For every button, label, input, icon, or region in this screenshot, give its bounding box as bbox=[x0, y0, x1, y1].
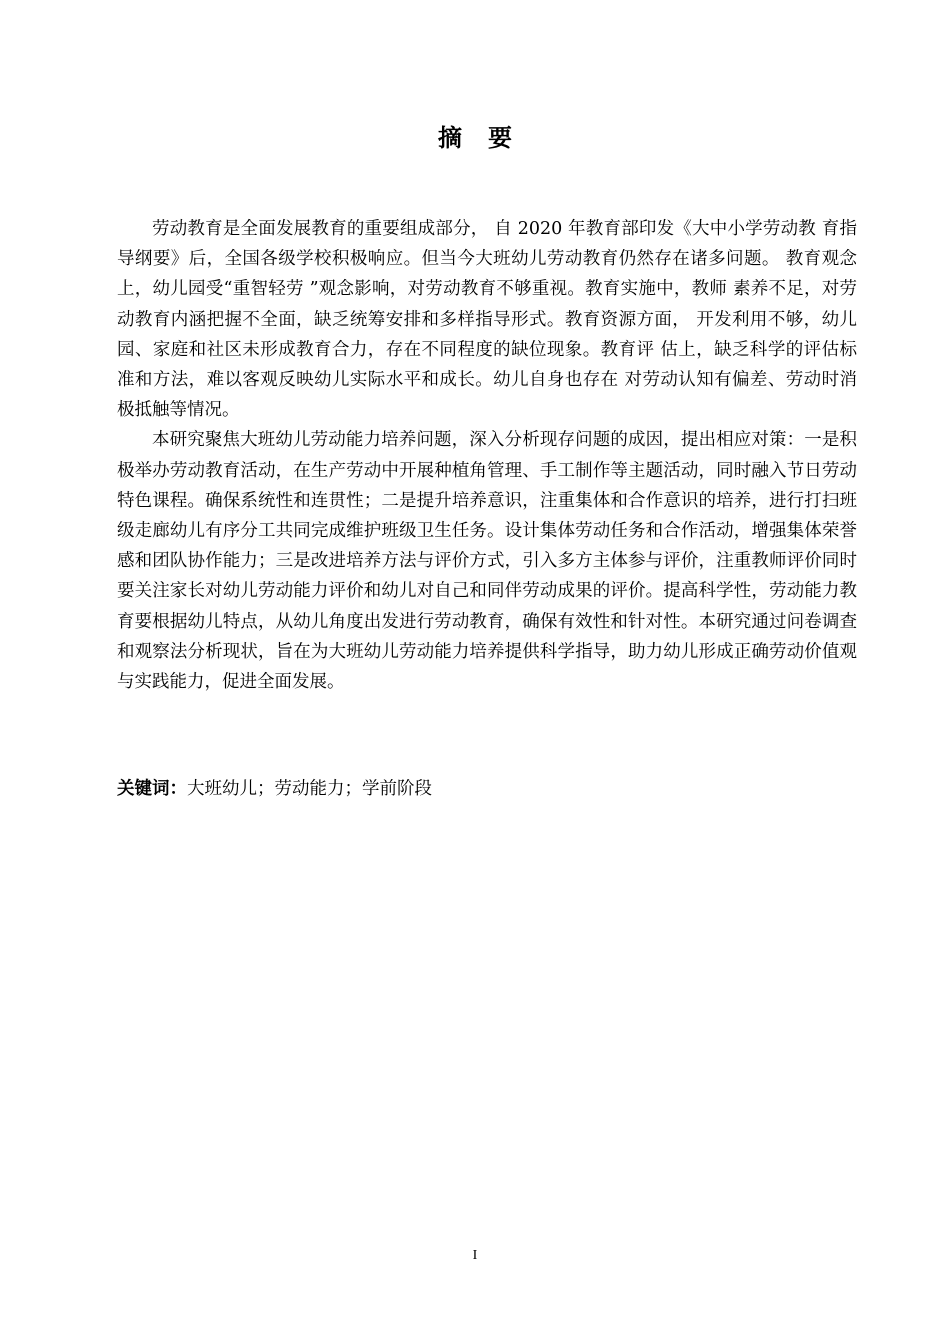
abstract-title: 摘要 bbox=[438, 124, 538, 152]
page-number: I bbox=[472, 1248, 478, 1263]
keywords-value: 大班幼儿；劳动能力；学前阶段 bbox=[187, 779, 432, 799]
abstract-paragraph-1: 劳动教育是全面发展教育的重要组成部分， 自 2020 年教育部印发《大中小学劳动教 育指导纲要》后，全国各级学校积极响应。但当今大班幼儿劳动教育仍然存在诸多问题。 教育观念上，幼儿园受“重智轻劳 ”观念影响，对劳动教育不够重视。教育实施中，教师 素养不足，对劳动教育内涵把握不全面，缺乏统筹安排和多样指导形式。教育资源方面， 开发利用不够，幼儿园、家庭和社区未形成教育合力，存在不同程度的缺位现象。教育评 估上，缺乏科学的评估标准和方法，难以客观反映幼儿实际水平和成长。幼儿自身也存在 对劳动认知有偏差、劳动时消极抵触等情况。 bbox=[117, 219, 857, 421]
abstract-body bbox=[117, 214, 857, 697]
keywords-line bbox=[117, 774, 857, 804]
keywords-label: 关键词： bbox=[117, 779, 187, 799]
abstract-paragraph-2: 本研究聚焦大班幼儿劳动能力培养问题，深入分析现存问题的成因，提出相应对策：一是积极举办劳动教育活动，在生产劳动中开展种植角管理、手工制作等主题活动，同时融入节日劳动特色课程。确保系统性和连贯性；二是提升培养意识，注重集体和合作意识的培养，进行打扫班级走廊幼儿有序分工共同完成维护班级卫生任务。设计集体劳动任务和合作活动，增强集体荣誉感和团队协作能力；三是改进培养方法与评价方式，引入多方主体参与评价，注重教师评价同时要关注家长对幼儿劳动能力评价和幼儿对自己和同伴劳动成果的评价。提高科学性，劳动能力教育要根据幼儿特点，从幼儿角度出发进行劳动教育，确保有效性和针对性。本研究通过问卷调查和观察法分析现状，旨在为大班幼儿劳动能力培养提供科学指导，助力幼儿形成正确劳动价值观与实践能力，促进全面发展。 bbox=[117, 430, 857, 693]
